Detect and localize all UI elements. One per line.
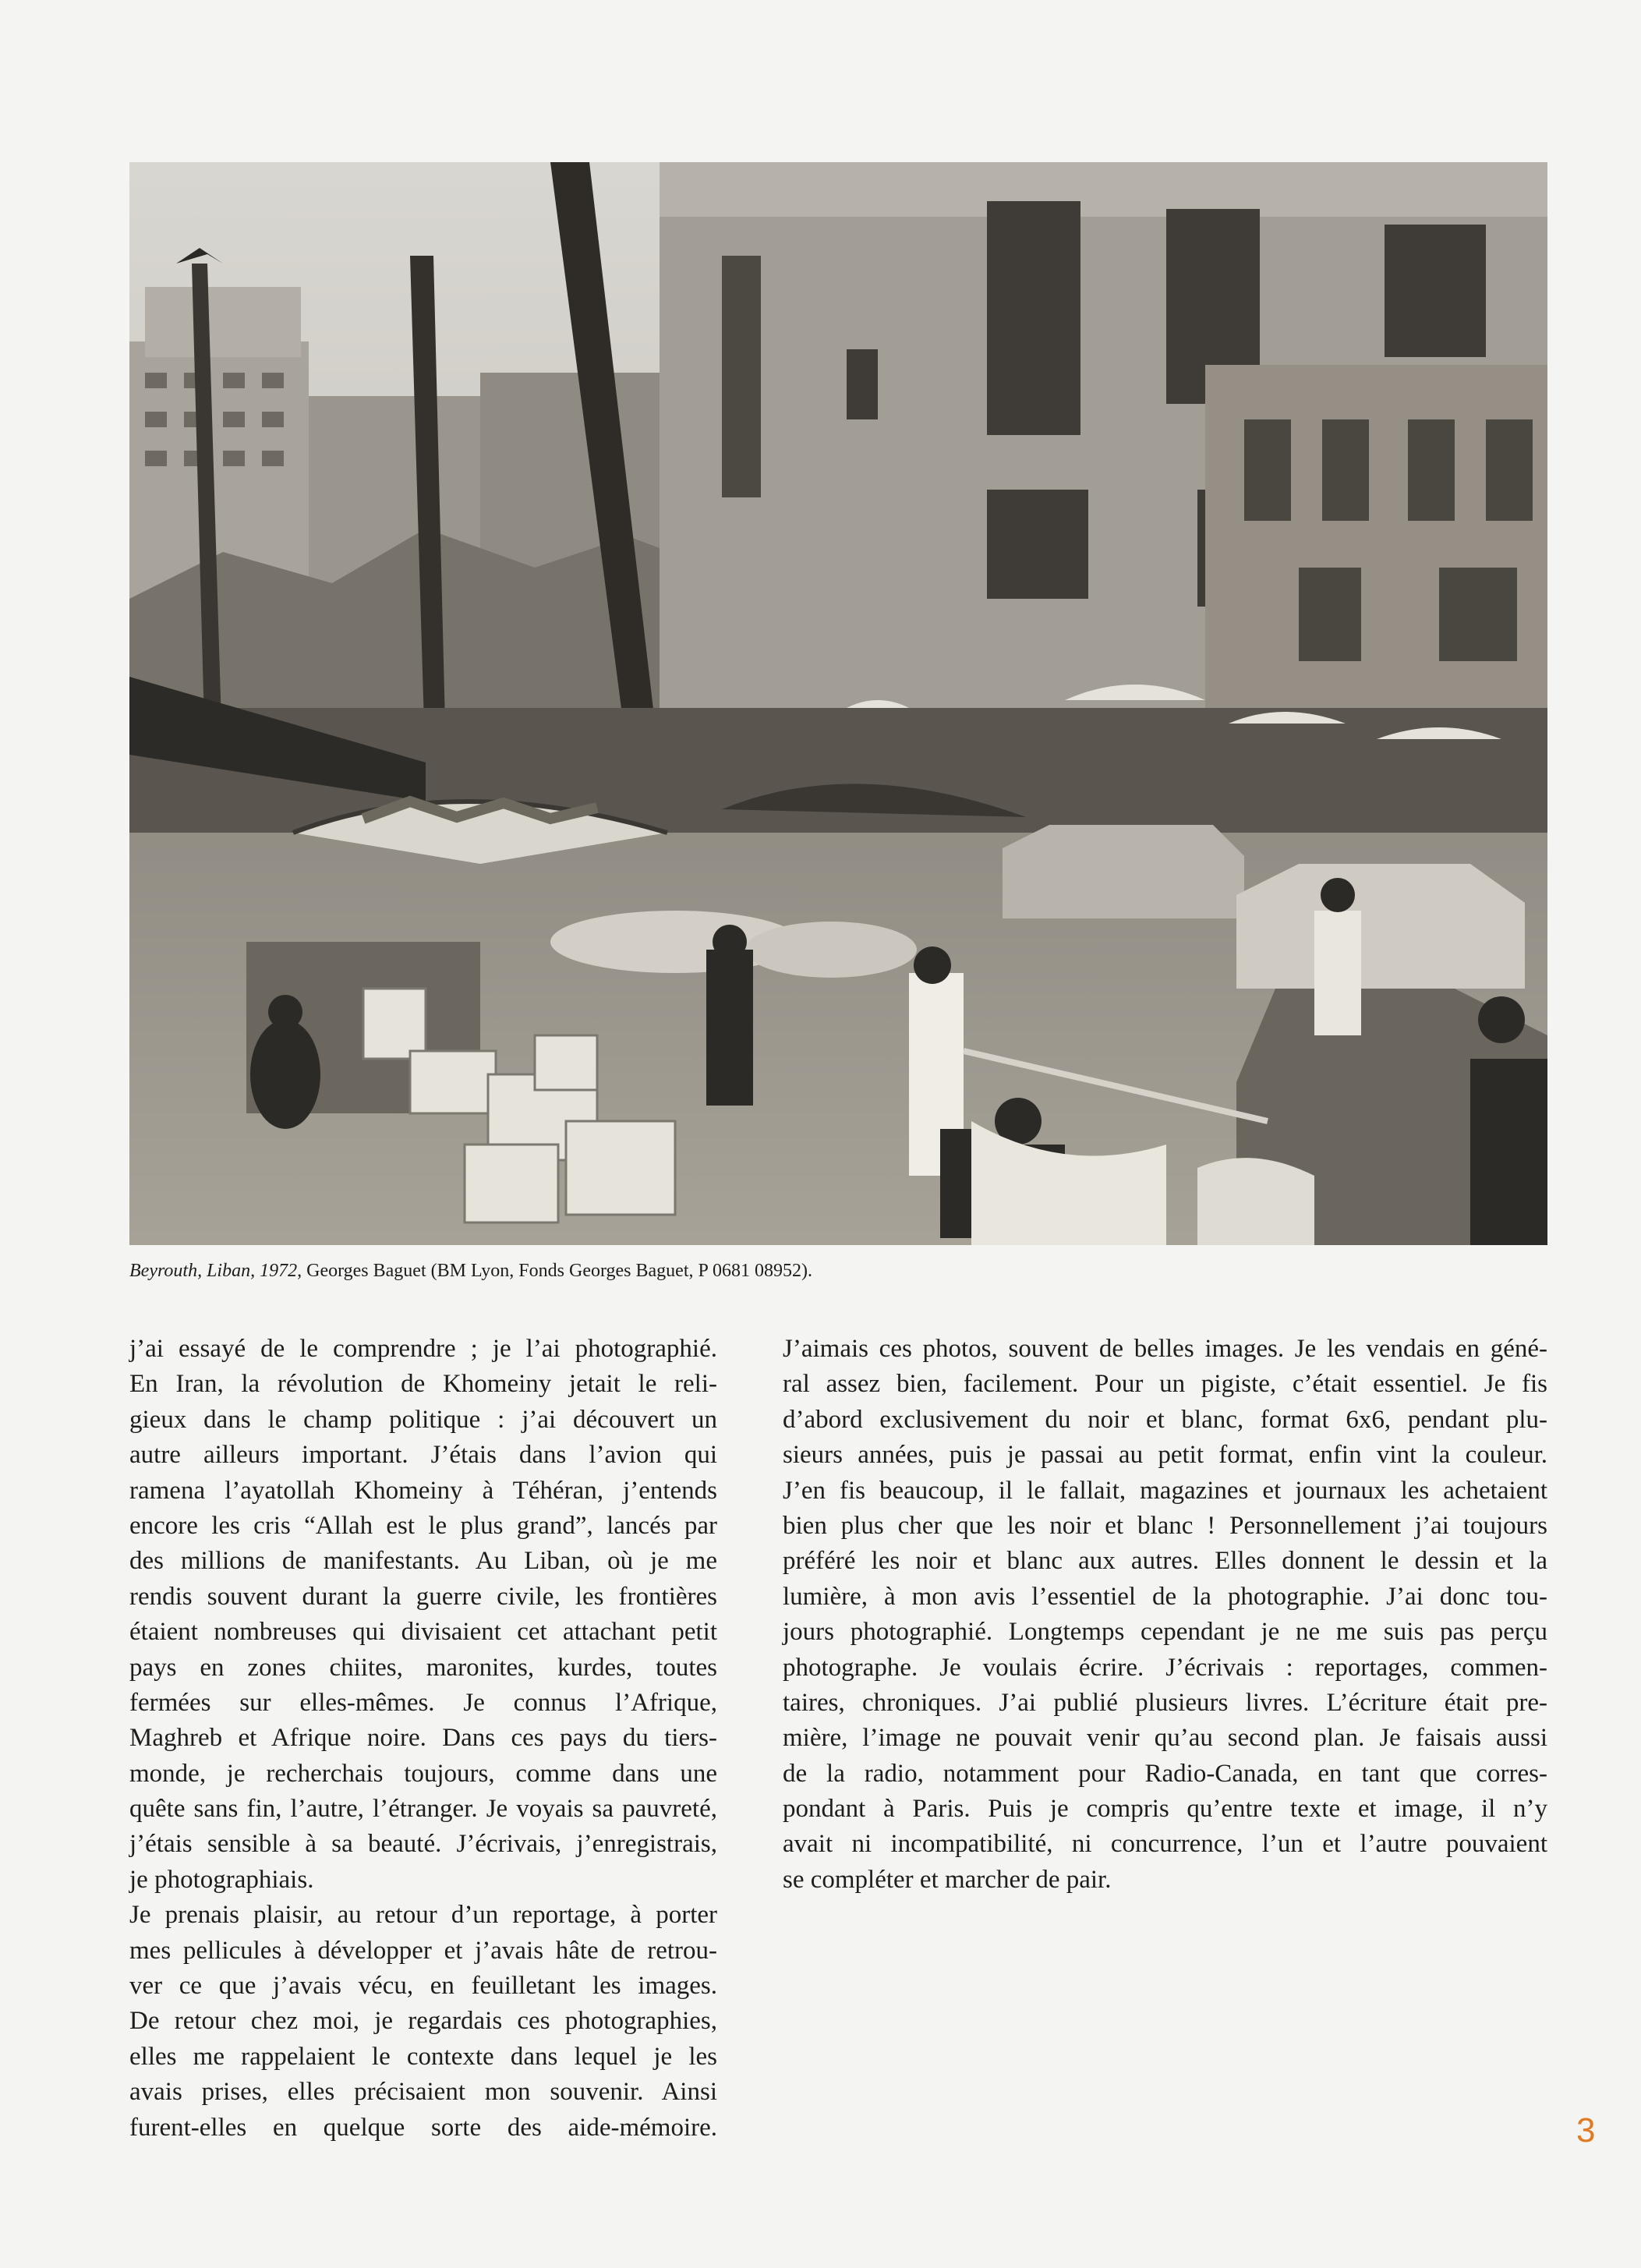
body-line: autre ailleurs important. J’étais dans l’avion qui — [129, 1441, 717, 1470]
body-line: de la radio, notamment pour Radio-Canada, en tant que corres- — [783, 1759, 1547, 1788]
body-line: furent-elles en quelque sorte des aide-mémoire. — [129, 2113, 717, 2142]
text-column-right — [783, 1332, 1547, 1898]
body-line: préféré les noir et blanc aux autres. Elles donnent le dessin et la — [783, 1547, 1547, 1576]
text-column-left — [129, 1332, 717, 2146]
body-line: J’aimais ces photos, souvent de belles images. Je les vendais en géné- — [783, 1335, 1547, 1363]
photo-caption — [129, 1258, 1547, 1284]
body-line: quête sans fin, l’autre, l’étranger. Je voyais sa pauvreté, — [129, 1795, 717, 1824]
body-line: bien plus cher que les noir et blanc ! Personnellement j’ai toujours — [783, 1511, 1547, 1540]
body-line: jours photographié. Longtemps cependant je ne me suis pas perçu — [783, 1618, 1547, 1647]
body-line: avais prises, elles précisaient mon souvenir. Ainsi — [129, 2078, 717, 2107]
body-line: mes pellicules à développer et j’avais hâte de retrou- — [129, 1936, 717, 1965]
market-photograph — [129, 162, 1547, 1245]
body-line: J’en fis beaucoup, il le fallait, magazines et journaux les achetaient — [783, 1476, 1547, 1505]
body-line: d’abord exclusivement du noir et blanc, format 6x6, pendant plu- — [783, 1405, 1547, 1434]
body-line: je photographiais. — [129, 1865, 314, 1894]
body-line: elles me rappelaient le contexte dans lequel je les — [129, 2042, 717, 2071]
body-line: j’ai essayé de le comprendre ; je l’ai photographié. — [129, 1335, 717, 1363]
body-line: photographe. Je voulais écrire. J’écrivais : reportages, commen- — [783, 1653, 1547, 1682]
body-line: ral assez bien, facilement. Pour un pigiste, c’était essentiel. Je fis — [783, 1370, 1547, 1399]
body-line: ramena l’ayatollah Khomeiny à Téhéran, j’entends — [129, 1476, 717, 1505]
body-line: gieux dans le champ politique : j’ai découvert un — [129, 1405, 717, 1434]
body-line: ver ce que j’avais vécu, en feuilletant les images. — [129, 1972, 717, 2001]
body-line: Je prenais plaisir, au retour d’un reportage, à porter — [129, 1901, 717, 1930]
body-line: monde, je recherchais toujours, comme dans une — [129, 1759, 717, 1788]
body-line: fermées sur elles-mêmes. Je connus l’Afrique, — [129, 1688, 717, 1717]
body-line: se compléter et marcher de pair. — [783, 1865, 1112, 1894]
body-line: pays en zones chiites, maronites, kurdes, toutes — [129, 1653, 717, 1682]
body-line: pondant à Paris. Puis je compris qu’entre texte et image, il n’y — [783, 1795, 1547, 1824]
body-line: étaient nombreuses qui divisaient cet attachant petit — [129, 1618, 717, 1647]
body-line: Maghreb et Afrique noire. Dans ces pays du tiers- — [129, 1724, 717, 1753]
market-photograph-illustration — [129, 162, 1547, 1245]
body-line: En Iran, la révolution de Khomeiny jetait le reli- — [129, 1370, 717, 1399]
body-line: mière, l’image ne pouvait venir qu’au second plan. Je faisais aussi — [783, 1724, 1547, 1753]
body-line: lumière, à mon avis l’essentiel de la photographie. J’ai donc tou- — [783, 1582, 1547, 1611]
page-number: 3 — [1576, 2111, 1596, 2149]
body-line: encore les cris “Allah est le plus grand”, lancés par — [129, 1511, 717, 1540]
body-line: avait ni incompatibilité, ni concurrence, l’un et l’autre pouvaient — [783, 1830, 1547, 1859]
body-line: rendis souvent durant la guerre civile, les frontières — [129, 1582, 717, 1611]
body-line: sieurs années, puis je passai au petit format, enfin vint la couleur. — [783, 1441, 1547, 1470]
body-line: De retour chez moi, je regardais ces photographies, — [129, 2007, 717, 2036]
caption-credit: , Georges Baguet (BM Lyon, Fonds Georges Baguet, P 0681 08952). — [297, 1261, 812, 1281]
body-line: des millions de manifestants. Au Liban, où je me — [129, 1547, 717, 1576]
body-line: j’étais sensible à sa beauté. J’écrivais, j’enregistrais, — [129, 1830, 717, 1859]
caption-title: Beyrouth, Liban, 1972 — [129, 1261, 298, 1281]
body-line: taires, chroniques. J’ai publié plusieurs livres. L’écriture était pre- — [783, 1688, 1547, 1717]
